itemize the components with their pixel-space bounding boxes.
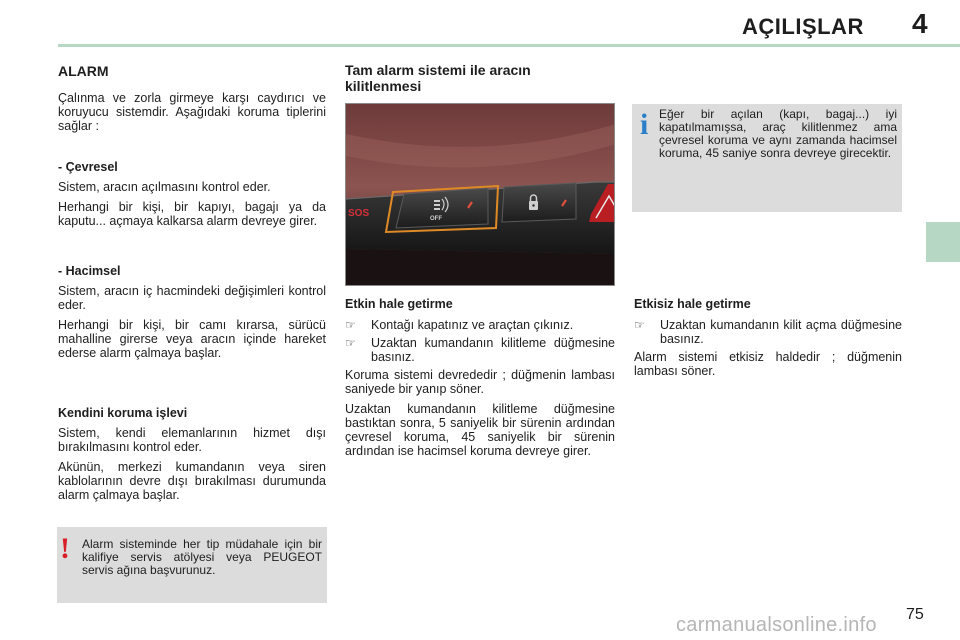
locking-heading: Tam alarm sistemi ile aracın kilitlenmesi bbox=[345, 62, 531, 94]
hand-pointer-icon: ☞ bbox=[634, 318, 645, 332]
deactivation-step-1-text: Uzaktan kumandanın kilit açma düğmesine basınız. bbox=[660, 318, 902, 346]
perimeter-text-1: Sistem, aracın açılmasını kontrol eder. bbox=[58, 180, 271, 194]
volume-section bbox=[58, 264, 326, 366]
deactivation-step-1 bbox=[634, 318, 902, 346]
perimeter-heading: - Çevresel bbox=[58, 160, 118, 174]
alarm-heading: ALARM bbox=[58, 63, 109, 79]
console-illustration bbox=[346, 104, 615, 286]
off-label: OFF bbox=[430, 216, 442, 222]
volume-heading: - Hacimsel bbox=[58, 264, 121, 278]
middle-heading-block bbox=[345, 62, 615, 94]
page-title: AÇILIŞLAR bbox=[742, 14, 864, 39]
activation-step-1-text: Kontağı kapatınız ve araçtan çıkınız. bbox=[371, 318, 574, 332]
activation-step-1 bbox=[345, 318, 615, 332]
warning-icon: ! bbox=[60, 532, 70, 565]
deactivation-section bbox=[634, 297, 902, 384]
self-protection-heading: Kendini koruma işlevi bbox=[58, 406, 188, 420]
chapter-tab bbox=[926, 222, 960, 262]
deactivation-heading: Etkisiz hale getirme bbox=[634, 297, 751, 311]
activation-step-2 bbox=[345, 336, 615, 364]
activation-text-1: Koruma sistemi devrededir ; düğmenin lambası saniyede bir yanıp söner. bbox=[345, 368, 615, 396]
warning-text: Alarm sisteminde her tip müdahale için bir kalifiye servis atölyesi veya PEUGEOT servis ağına başvurunuz. bbox=[82, 537, 322, 577]
self-protection-text-2: Akünün, merkezi kumandanın veya siren kablolarının devre dışı bırakılması durumunda alarm çalmaya başlar. bbox=[58, 460, 326, 502]
volume-text-1: Sistem, aracın iç hacmindeki değişimleri kontrol eder. bbox=[58, 284, 326, 312]
activation-heading: Etkin hale getirme bbox=[345, 297, 453, 311]
hand-pointer-icon: ☞ bbox=[345, 336, 356, 350]
header-rule bbox=[58, 44, 960, 47]
perimeter-section bbox=[58, 160, 326, 234]
activation-step-2-text: Uzaktan kumandanın kilitleme düğmesine basınız. bbox=[371, 336, 615, 364]
alarm-intro: Çalınma ve zorla girmeye karşı caydırıcı ve koruyucu sistemdir. Aşağıdaki koruma tiplerini sağlar : bbox=[58, 91, 326, 133]
sos-label: SOS bbox=[348, 208, 370, 219]
info-text: Eğer bir açılan (kapı, bagaj...) iyi kapatılmamışsa, araç kilitlenmez ama çevresel koruma ve aynı zamanda hacimsel koruma, 45 saniye sonra devreye girecektir. bbox=[659, 107, 897, 160]
alarm-button-photo bbox=[345, 103, 615, 286]
self-protection-text-1: Sistem, kendi elemanlarının hizmet dışı bırakılmasını kontrol eder. bbox=[58, 426, 326, 454]
page-number: 75 bbox=[906, 606, 924, 623]
deactivation-text-1: Alarm sistemi etkisiz haldedir ; düğmenin lambası söner. bbox=[634, 350, 902, 378]
volume-text-2: Herhangi bir kişi, bir camı kırarsa, sürücü mahalline girerse veya aracın içinde hareket ederse alarm çalmaya başlar. bbox=[58, 318, 326, 360]
chapter-number: 4 bbox=[912, 8, 928, 39]
activation-section bbox=[345, 297, 615, 464]
self-protection-section bbox=[58, 406, 326, 508]
activation-text-2: Uzaktan kumandanın kilitleme düğmesine bastıktan sonra, 5 saniyelik bir sürenin ardından çevresel koruma, 45 saniyelik bir sürenin ardından ise hacimsel koruma devreye girer. bbox=[345, 402, 615, 458]
watermark: carmanualsonline.info bbox=[676, 614, 877, 636]
perimeter-text-2: Herhangi bir kişi, bir kapıyı, bagajı ya da kaputu... açmaya kalkarsa alarm devreye girer. bbox=[58, 200, 326, 228]
hand-pointer-icon: ☞ bbox=[345, 318, 356, 332]
info-icon: i bbox=[640, 108, 649, 141]
left-column bbox=[58, 63, 326, 139]
